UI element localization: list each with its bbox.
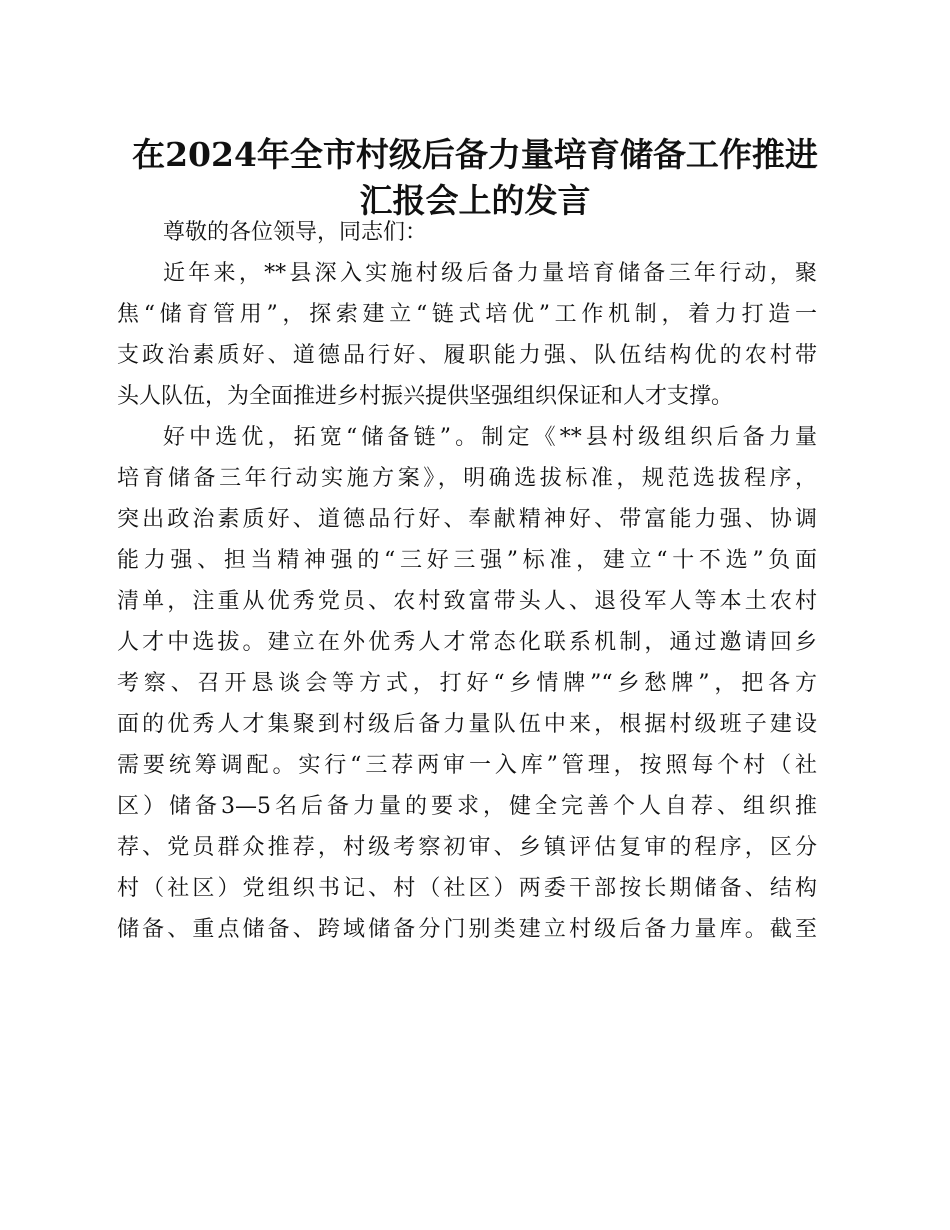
text-line: 支政治素质好、道德品行好、履职能力强、队伍结构优的农村带 bbox=[117, 343, 817, 368]
text-line: 村（社区）党组织书记、村（社区）两委干部按长期储备、结构 bbox=[117, 876, 817, 901]
title-line-2: 汇报会上的发言 bbox=[359, 181, 591, 220]
text-line: 能力强、担当精神强的“三好三强”标准，建立“十不选”负面 bbox=[117, 548, 817, 573]
text-line: 清单，注重从优秀党员、农村致富带头人、退役军人等本土农村 bbox=[117, 589, 817, 614]
document-title bbox=[110, 132, 840, 224]
text-line: 荐、党员群众推荐，村级考察初审、乡镇评估复审的程序，区分 bbox=[117, 835, 817, 860]
title-line-1: 在2024年全市村级后备力量培育储备工作推进 bbox=[132, 135, 818, 174]
text-line: 面的优秀人才集聚到村级后备力量队伍中来，根据村级班子建设 bbox=[117, 712, 817, 737]
text-line: 好中选优，拓宽“储备链”。制定《**县村级组织后备力量 bbox=[163, 425, 817, 450]
text-line: 头人队伍，为全面推进乡村振兴提供坚强组织保证和人才支撑。 bbox=[117, 384, 734, 409]
text-line: 培育储备三年行动实施方案》，明确选拔标准，规范选拔程序， bbox=[117, 466, 817, 491]
text-line: 近年来，**县深入实施村级后备力量培育储备三年行动，聚 bbox=[163, 261, 817, 286]
text-line: 区）储备3—5名后备力量的要求，健全完善个人自荐、组织推 bbox=[117, 794, 817, 819]
text-line: 突出政治素质好、道德品行好、奉献精神好、带富能力强、协调 bbox=[117, 507, 817, 532]
text-line: 储备、重点储备、跨域储备分门别类建立村级后备力量库。截至 bbox=[117, 917, 817, 942]
text-line: 人才中选拔。建立在外优秀人才常态化联系机制，通过邀请回乡 bbox=[117, 630, 817, 655]
document-body bbox=[117, 212, 817, 950]
salutation: 尊敬的各位领导，同志们： bbox=[163, 220, 428, 245]
text-line: 需要统筹调配。实行“三荐两审一入库”管理，按照每个村（社 bbox=[117, 753, 817, 778]
text-line: 考察、召开恳谈会等方式，打好“乡情牌”“乡愁牌”，把各方 bbox=[117, 671, 817, 696]
text-line: 焦“储育管用”，探索建立“链式培优”工作机制，着力打造一 bbox=[117, 302, 817, 327]
